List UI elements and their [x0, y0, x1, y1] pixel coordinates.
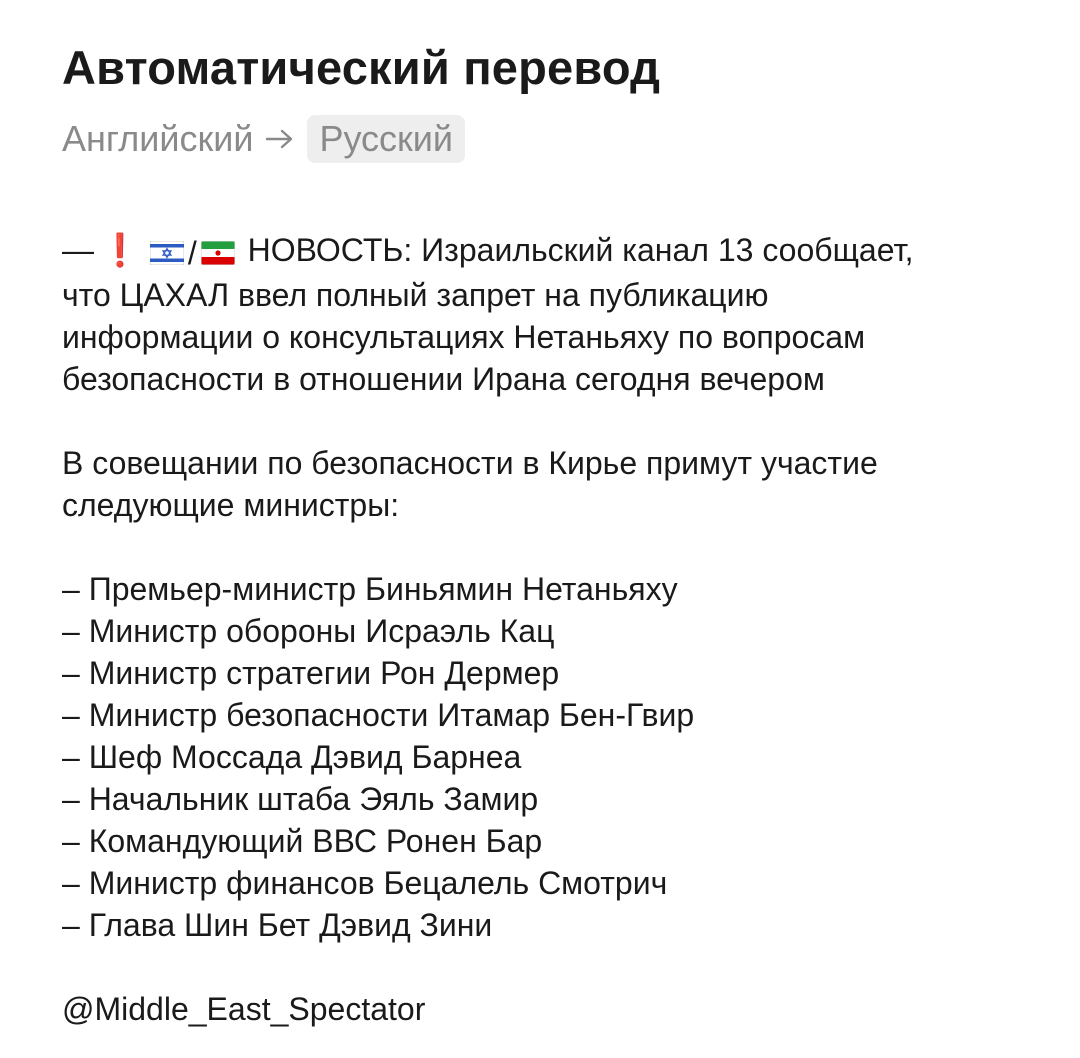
list-item: – Глава Шин Бет Дэвид Зини [62, 906, 493, 943]
news-line-4: безопасности в отношении Ирана сегодня вечером [62, 360, 825, 397]
news-text: НОВОСТЬ: Израильский канал 13 сообщает, [247, 232, 914, 268]
language-row [62, 113, 1020, 165]
spacer [62, 526, 1020, 568]
iran-flag-icon [201, 241, 235, 265]
news-line-1 [62, 229, 1020, 274]
meeting-line-1: В совещании по безопасности в Кирье примут участие [62, 444, 878, 481]
spacer [62, 400, 1020, 442]
list-item: – Министр обороны Исраэль Кац [62, 612, 555, 649]
ministers-list [62, 568, 1020, 946]
lead-dash: — [62, 232, 94, 268]
flag-separator: / [187, 234, 197, 271]
exclamation-icon: ❗ [100, 232, 140, 268]
arrow-right-icon [265, 128, 295, 150]
list-item: – Министр безопасности Итамар Бен-Гвир [62, 696, 695, 733]
israel-flag-icon [150, 241, 184, 265]
list-item: – Шеф Моссада Дэвид Барнеа [62, 738, 522, 775]
signature-link[interactable]: @Middle_East_Spectator [62, 990, 426, 1027]
source-language: Английский [62, 118, 254, 159]
news-line-3: информации о консультациях Нетаньяху по вопросам [62, 318, 866, 355]
meeting-line-2: следующие министры: [62, 486, 400, 523]
target-language-chip[interactable]: Русский [307, 115, 465, 163]
list-item: – Премьер-министр Биньямин Нетаньяху [62, 570, 678, 607]
flags [150, 232, 235, 274]
news-line-2: что ЦАХАЛ ввел полный запрет на публикацию [62, 276, 769, 313]
list-item: – Начальник штаба Эяль Замир [62, 780, 539, 817]
page-title: Автоматический перевод [62, 41, 661, 94]
translated-post [62, 229, 1020, 1030]
list-item: – Командующий ВВС Ронен Бар [62, 822, 543, 859]
list-item: – Министр стратегии Рон Дермер [62, 654, 560, 691]
list-item: – Министр финансов Бецалель Смотрич [62, 864, 668, 901]
